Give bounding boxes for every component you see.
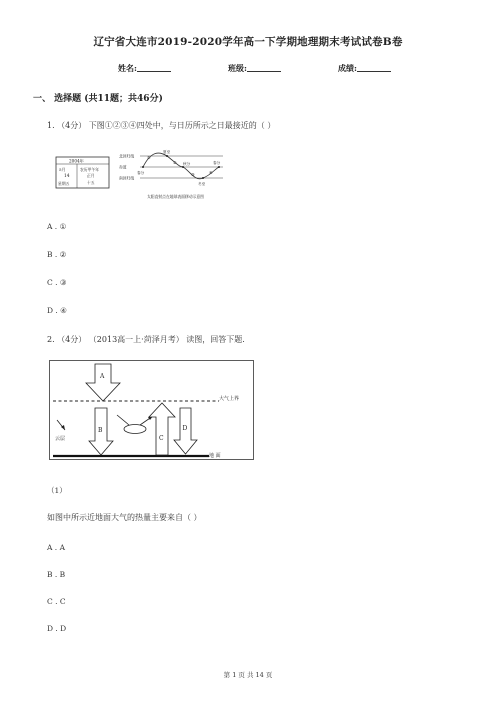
calendar-year: 2004年 <box>69 158 84 164</box>
figure-frame <box>50 361 254 460</box>
calendar-weekday: 星期五 <box>58 181 70 186</box>
label-cloud-layer: 云层 <box>55 436 66 442</box>
arrow-d-label: D <box>182 425 188 432</box>
page-title: 辽宁省大连市2019-2020学年高一下学期地理期末考试试卷B卷 <box>93 36 403 48</box>
label-spring-equinox-2: 春分 <box>213 161 221 165</box>
label-winter-solstice: 冬至 <box>198 182 206 186</box>
question-1-prompt: 1. （4分） 下图①②③④四处中，与日历所示之日最接近的（ ） <box>47 121 276 130</box>
class-label: 班级: <box>228 63 247 73</box>
calendar-lunar-3: 十五 <box>87 180 95 185</box>
calendar-month: 5月 <box>59 167 66 172</box>
cloud-ellipse <box>124 425 146 434</box>
q2-sub-prompt: 如图中所示近地面大气的热量主要来自（ ） <box>47 513 202 522</box>
class-blank <box>247 63 281 72</box>
q2-sub-number: （1） <box>47 486 67 495</box>
score-field <box>338 63 391 74</box>
label-equator: 赤道 <box>119 164 127 170</box>
mark-2: ② <box>173 160 177 165</box>
question-2-prompt: 2. （4分） （2013高一上·菏泽月考） 读图，回答下题. <box>47 335 245 344</box>
label-tropic-south: 南回归线 <box>119 175 135 181</box>
q1-option-d[interactable]: D . ④ <box>47 306 67 315</box>
name-blank <box>137 63 171 72</box>
question-1-figure <box>55 148 255 204</box>
figure-caption: 太阳直射点在地球表面移动示意图 <box>147 194 204 199</box>
arrow-b-label: B <box>98 427 103 434</box>
label-spring-equinox: 春分 <box>137 171 145 175</box>
arrow-a-label: A <box>100 373 105 380</box>
score-blank <box>357 63 391 72</box>
mark-4: ④ <box>209 170 213 175</box>
calendar-lunar-1: 农历甲午年 <box>80 167 99 172</box>
question-2-figure <box>49 360 254 460</box>
q2-option-a[interactable]: A . A <box>47 543 65 552</box>
sun-path-curve <box>143 153 219 179</box>
arrow-a <box>86 364 120 401</box>
mark-1: ① <box>147 155 151 160</box>
arrow-c <box>149 403 175 455</box>
name-field <box>118 63 171 74</box>
section-heading: 一、 选择题 (共11题；共46分) <box>33 94 163 104</box>
arrow-c-label: C <box>159 435 164 442</box>
q2-option-b[interactable]: B . B <box>47 570 66 579</box>
class-field <box>228 63 281 74</box>
q1-option-b[interactable]: B . ② <box>47 250 67 259</box>
q2-option-c[interactable]: C . C <box>47 597 66 606</box>
name-label: 姓名: <box>118 63 137 73</box>
q1-option-a[interactable]: A . ① <box>47 222 67 231</box>
calendar-day: 14 <box>64 174 70 179</box>
label-atmosphere-top: 大气上界 <box>219 396 240 402</box>
q2-option-d[interactable]: D . D <box>47 624 67 633</box>
score-label: 成绩: <box>338 63 357 73</box>
label-ground: 地 面 <box>209 453 221 459</box>
calendar-lunar-2: 正月 <box>87 173 95 178</box>
q1-option-c[interactable]: C . ③ <box>47 278 67 287</box>
mark-3: ③ <box>191 172 195 177</box>
label-summer-solstice: 夏至 <box>163 150 171 154</box>
page-footer: 第 1 页 共 14 页 <box>223 671 273 679</box>
label-autumn-equinox: 秋分 <box>183 162 191 166</box>
label-tropic-north: 北回归线 <box>119 153 135 159</box>
